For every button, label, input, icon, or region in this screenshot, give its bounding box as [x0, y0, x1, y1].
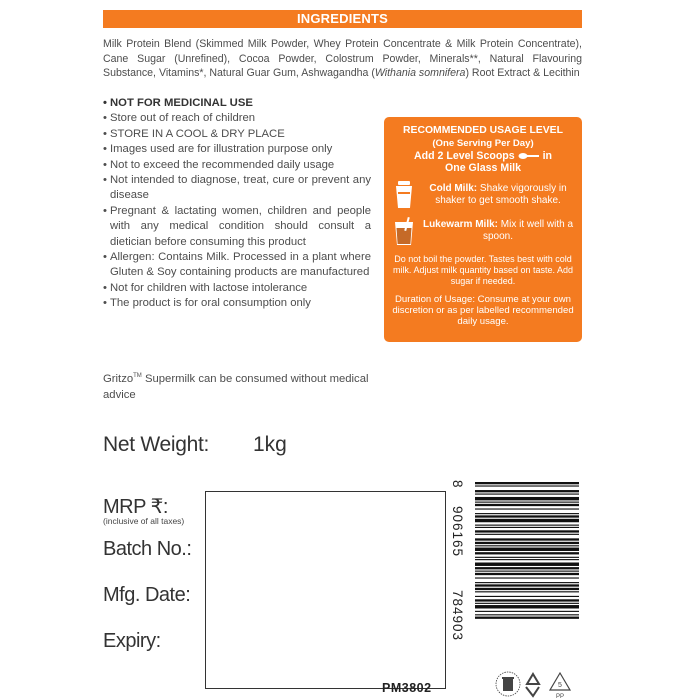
barcode-bar — [475, 614, 579, 615]
barcode-digits-group1: 906165 — [450, 506, 465, 558]
gritzo-note — [103, 368, 371, 403]
barcode-bar — [475, 515, 579, 517]
dustbin-icon — [496, 672, 520, 696]
gritzo-brand: Gritzo — [103, 372, 134, 385]
cold-milk-label: Cold Milk: — [429, 182, 478, 194]
warning-item: • Not intended to diagnose, treat, cure or prevent any disease — [103, 173, 371, 204]
barcode-bar — [475, 605, 579, 608]
barcode-bar — [475, 599, 579, 601]
barcode-bar — [475, 513, 579, 514]
usage-panel — [384, 117, 582, 342]
barcode-bar — [475, 548, 579, 551]
expiry-label: Expiry: — [103, 630, 161, 652]
scoops-text: Add 2 Level Scoops — [414, 149, 515, 162]
ingredients-part1: Milk Protein Blend (Skimmed Milk Powder, Whey Protein Concentrate & Milk Protein Concentrate), Cane Sugar (Unrefined), Cocoa Powder, Colostrum Powder, Minerals**, Natural Flavouring Substance, Vitamins*, Natural Guar Gum, Ashwagandha ( — [103, 38, 582, 79]
barcode-bar — [475, 538, 579, 540]
pm-code: PM3802 — [382, 681, 432, 695]
barcode-bar — [475, 530, 579, 532]
barcode-bar — [475, 603, 579, 604]
ingredients-latin: Withania somnifera — [374, 67, 466, 79]
scoops-glass: One Glass Milk — [445, 161, 521, 174]
barcode-bar — [475, 545, 579, 546]
barcode-digit-first: 8 — [450, 480, 465, 489]
usage-title: RECOMMENDED USAGE LEVEL — [403, 125, 563, 136]
net-weight-value: 1kg — [253, 433, 287, 456]
barcode-bar — [475, 490, 579, 492]
warning-item: • Store out of reach of children — [103, 111, 371, 126]
mfg-date-label: Mfg. Date: — [103, 584, 191, 606]
barcode-bar — [475, 534, 579, 535]
warning-item: • Pregnant & lactating women, children and people with any medical condition should consult a dietician before consuming this product — [103, 204, 371, 250]
barcode-bar — [475, 482, 579, 484]
barcode-bar — [475, 573, 579, 575]
warning-item: • STORE IN A COOL & DRY PLACE — [103, 127, 371, 142]
glass-spoon-icon — [392, 216, 416, 246]
ingredients-part2: ) Root Extract & Lecithin — [465, 67, 580, 79]
net-weight-label: Net Weight: — [103, 433, 210, 456]
barcode-digits — [450, 478, 472, 678]
batch-label: Batch No.: — [103, 538, 192, 560]
barcode-bar — [475, 596, 579, 597]
barcode-bar — [475, 508, 579, 509]
scoop-icon — [518, 152, 540, 160]
warning-item: • Images used are for illustration purpose only — [103, 142, 371, 157]
barcode — [475, 482, 579, 667]
barcode-bar — [475, 559, 579, 560]
warning-item: • NOT FOR MEDICINAL USE — [103, 96, 371, 111]
mrp-subtext: (inclusive of all taxes) — [103, 516, 185, 526]
warm-milk-label: Lukewarm Milk: — [422, 218, 498, 230]
trademark-mark: TM — [133, 373, 142, 379]
barcode-bar — [475, 497, 579, 500]
pp-5-recycle-icon — [550, 673, 570, 700]
barcode-bar — [475, 557, 579, 558]
recycle-icon — [526, 674, 539, 696]
mrp-label: MRP ₹: — [103, 496, 168, 518]
barcode-bar — [475, 617, 579, 619]
warm-milk-row — [392, 216, 574, 246]
warm-milk-instructions: Mix it well with a spoon. — [482, 218, 574, 242]
usage-duration: Duration of Usage: Consume at your own discretion or as per labelled recommended daily usage. — [392, 293, 574, 327]
barcode-bar — [475, 577, 579, 578]
ingredients-text — [103, 37, 582, 81]
barcode-bar — [475, 542, 579, 544]
barcode-bar — [475, 584, 579, 586]
barcode-bar — [475, 502, 579, 503]
barcode-bar — [475, 571, 579, 572]
cold-milk-row — [392, 180, 574, 210]
barcode-bar — [475, 485, 579, 486]
barcode-bar — [475, 527, 579, 528]
barcode-digits-group2: 784903 — [450, 590, 465, 642]
shaker-icon — [392, 180, 416, 210]
cold-milk-instructions: Shake vigorously in shaker to get smooth shake. — [435, 182, 567, 206]
barcode-bar — [475, 567, 579, 569]
barcode-bar — [475, 611, 579, 612]
warning-item: • Not for children with lactose intolerance — [103, 281, 371, 296]
warning-item: • Allergen: Contains Milk. Processed in a plant where Gluten & Soy containing products are manufactured — [103, 250, 371, 281]
barcode-bar — [475, 588, 579, 590]
gritzo-note-text: Supermilk can be consumed without medical advice — [103, 372, 369, 401]
usage-scoops — [392, 150, 574, 174]
barcode-bar — [475, 582, 579, 583]
pp-number: 5 — [558, 682, 562, 689]
barcode-bar — [475, 525, 579, 526]
barcode-bar — [475, 552, 579, 554]
barcode-bar — [475, 563, 579, 566]
warm-milk-text — [422, 219, 574, 243]
warnings-list — [103, 96, 371, 312]
barcode-bar — [475, 494, 579, 495]
usage-note: Do not boil the powder. Tastes best with cold milk. Adjust milk quantity based on taste. Add sugar if needed. — [392, 253, 574, 286]
warning-item: • The product is for oral consumption only — [103, 296, 371, 311]
scoops-in: in — [542, 149, 552, 162]
barcode-bar — [475, 519, 579, 522]
ingredients-header: INGREDIENTS — [103, 10, 582, 28]
cold-milk-text — [422, 183, 574, 207]
barcode-bar — [475, 591, 579, 592]
recycle-icons — [495, 668, 585, 700]
barcode-bar — [475, 504, 579, 506]
pp-label: PP — [555, 694, 565, 700]
usage-subtitle: (One Serving Per Day) — [432, 137, 534, 149]
warning-item: • Not to exceed the recommended daily usage — [103, 158, 371, 173]
print-details-box — [205, 491, 446, 689]
